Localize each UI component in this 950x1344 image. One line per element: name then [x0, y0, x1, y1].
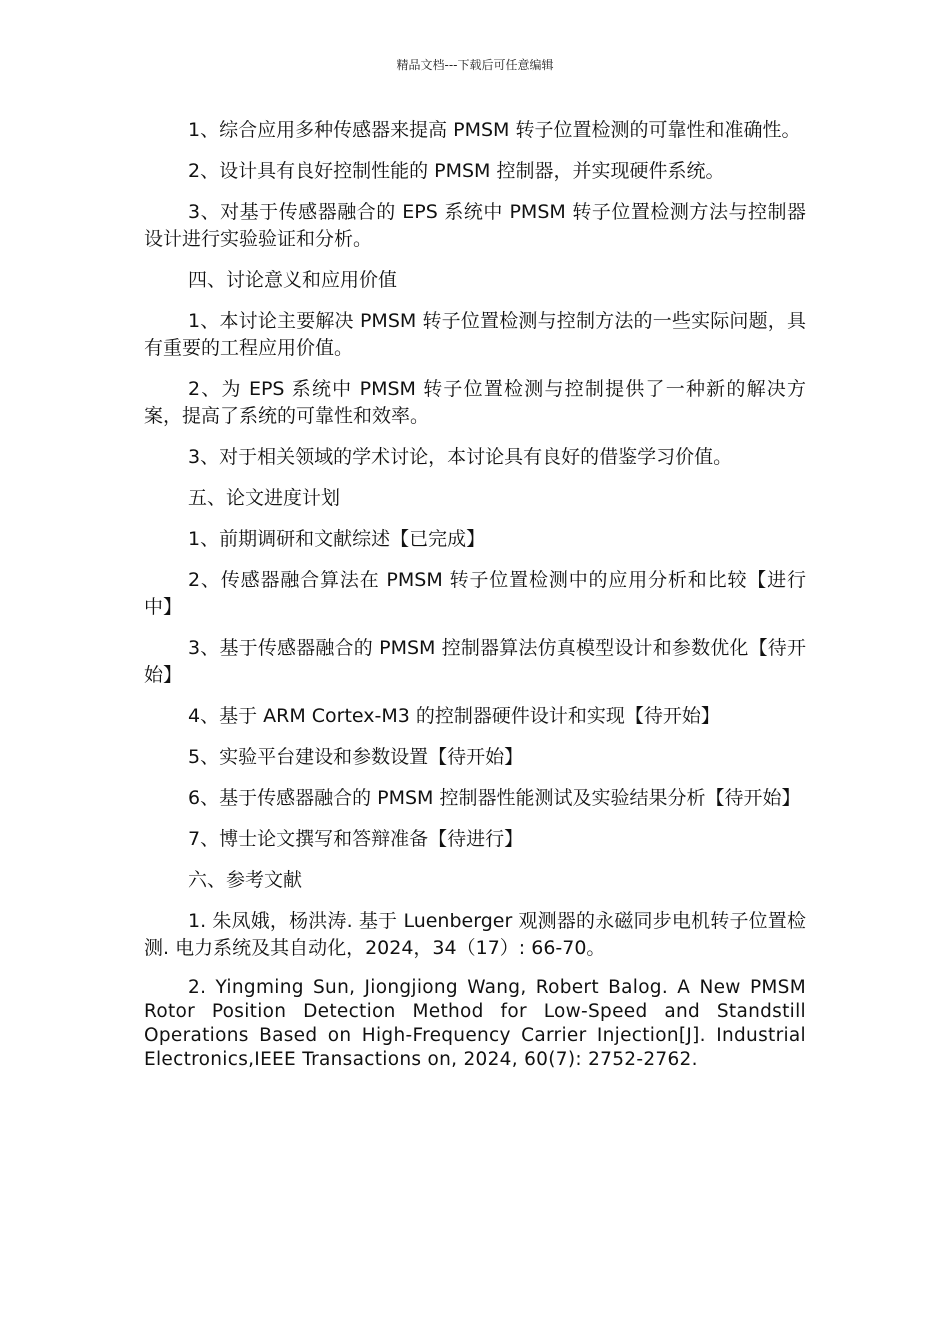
paragraph-objective-3: 3、对基于传感器融合的 EPS 系统中 PMSM 转子位置检测方法与控制器设计进行实验验证和分析。 — [144, 201, 806, 250]
reference-item-2: 2. Yingming Sun, Jiongjiong Wang, Robert Balog. A New PMSM Rotor Position Detection Method for Low-Speed and Standstill Operations Based on High-Frequency Carrier Injection[J]. Industrial Electronics,IEEE Transactions on, 2024, 60(7): 2752-2762. — [144, 977, 806, 1070]
schedule-item-2: 2、传感器融合算法在 PMSM 转子位置检测中的应用分析和比较【进行中】 — [144, 569, 806, 618]
schedule-item-6: 6、基于传感器融合的 PMSM 控制器性能测试及实验结果分析【待开始】 — [188, 787, 801, 809]
schedule-item-1: 1、前期调研和文献综述【已完成】 — [188, 528, 486, 550]
section-heading-schedule: 五、论文进度计划 — [188, 487, 341, 509]
schedule-item-3: 3、基于传感器融合的 PMSM 控制器算法仿真模型设计和参数优化【待开始】 — [144, 637, 806, 686]
paragraph-significance-1: 1、本讨论主要解决 PMSM 转子位置检测与控制方法的一些实际问题，具有重要的工程应用价值。 — [144, 310, 806, 359]
schedule-item-5: 5、实验平台建设和参数设置【待开始】 — [188, 746, 524, 768]
document-body — [144, 117, 806, 1086]
paragraph-objective-1: 1、综合应用多种传感器来提高 PMSM 转子位置检测的可靠性和准确性。 — [188, 119, 801, 141]
paragraph-objective-2: 2、设计具有良好控制性能的 PMSM 控制器，并实现硬件系统。 — [188, 160, 725, 182]
page-header: 精品文档---下载后可任意编辑 — [396, 58, 554, 72]
schedule-item-4: 4、基于 ARM Cortex-M3 的控制器硬件设计和实现【待开始】 — [188, 705, 720, 727]
section-heading-significance: 四、讨论意义和应用价值 — [188, 269, 398, 291]
reference-item-1: 1. 朱凤娥，杨洪涛. 基于 Luenberger 观测器的永磁同步电机转子位置检测. 电力系统及其自动化，2024，34（17）: 66-70。 — [144, 910, 806, 959]
section-heading-references: 六、参考文献 — [188, 869, 303, 891]
paragraph-significance-3: 3、对于相关领域的学术讨论，本讨论具有良好的借鉴学习价值。 — [188, 446, 733, 468]
paragraph-significance-2: 2、为 EPS 系统中 PMSM 转子位置检测与控制提供了一种新的解决方案，提高了系统的可靠性和效率。 — [144, 378, 806, 427]
schedule-item-7: 7、博士论文撰写和答辩准备【待进行】 — [188, 828, 524, 850]
